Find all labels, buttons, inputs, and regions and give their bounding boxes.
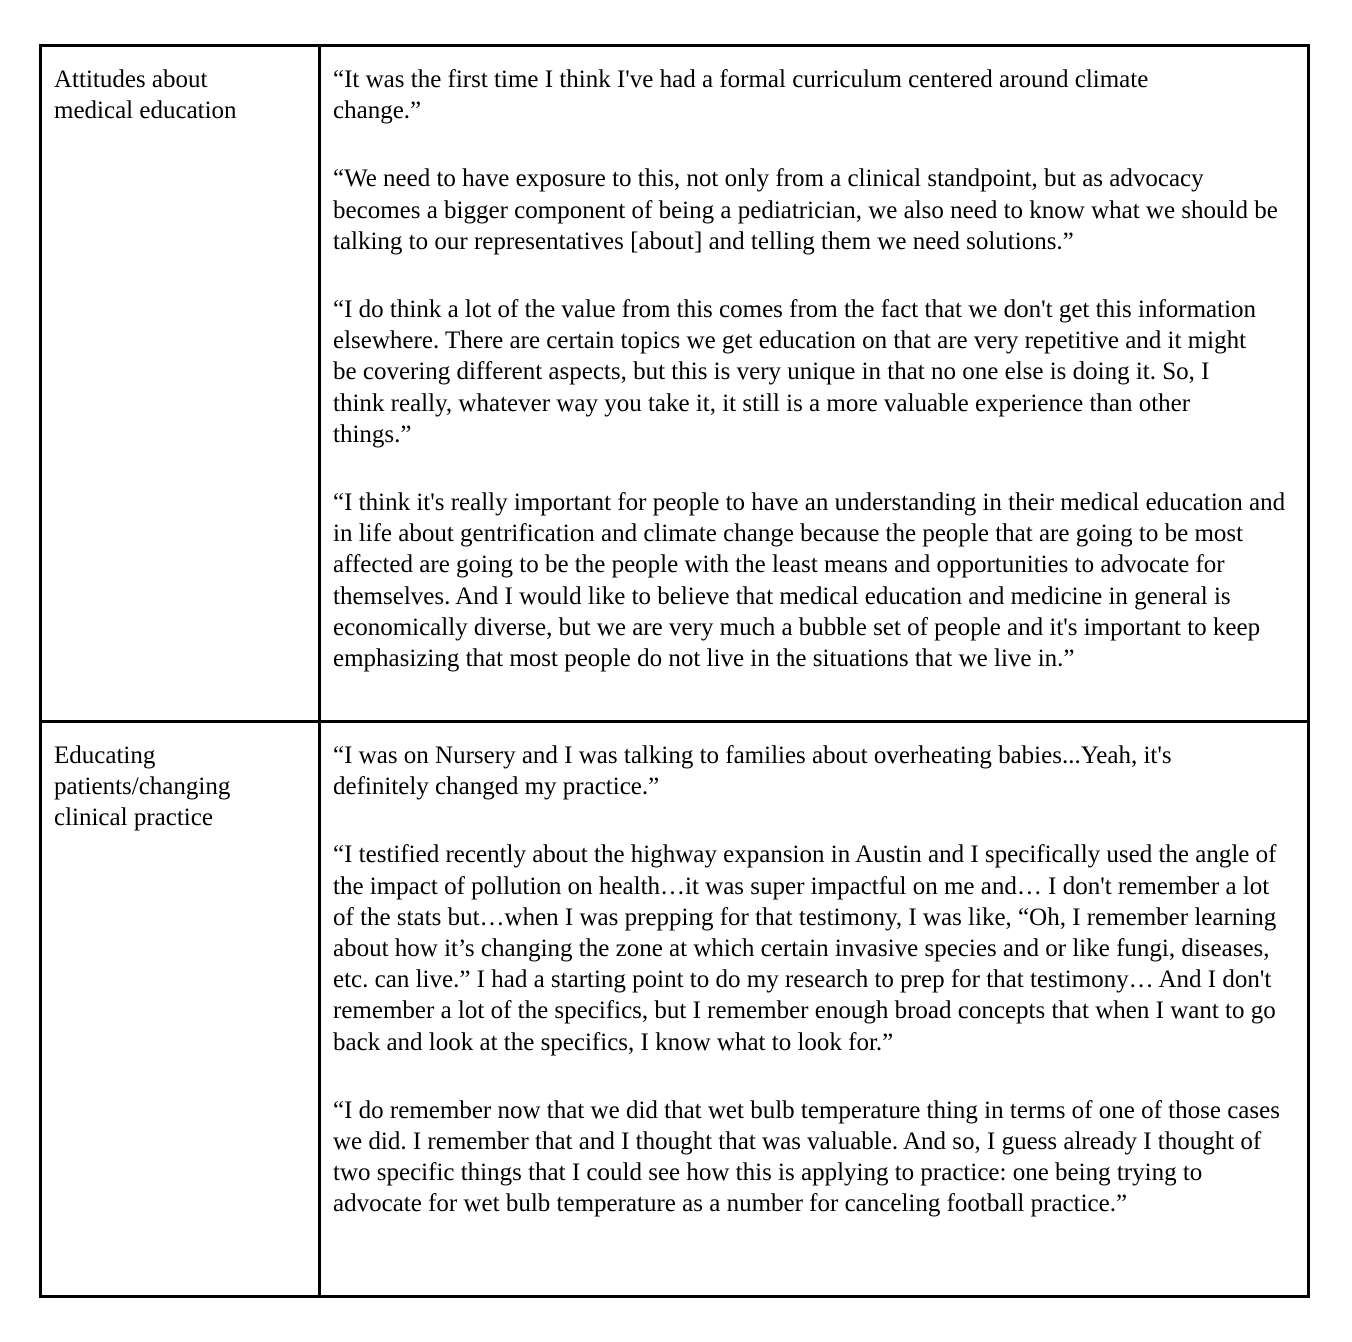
table-row [41, 46, 1309, 722]
quote-text: “I was on Nursery and I was talking to families about overheating babies...Yeah, it's definitely changed my practice.” [333, 742, 1172, 801]
theme-cell [41, 722, 320, 1297]
quote-text: “It was the first time I think I've had a formal curriculum centered around climate change.” [333, 66, 1149, 125]
quote-text: “I do think a lot of the value from this comes from the fact that we don't get this information elsewhere. There are certain topics we get education on that are very repetitive and it might be covering different aspects, but this is very unique in that no one else is doing it. So, I think really, whatever way you take it, it still is a more valuable experience than other things.” [333, 296, 1257, 448]
theme-label: Educating patients/changing clinical practice [54, 742, 231, 832]
quote-text: “I testified recently about the highway expansion in Austin and I specifically used the angle of the impact of pollution on health…it was super impactful on me and… I don't remember a lot of the stats but…when I was prepping for that testimony, I was like, “Oh, I remember learning about how it’s changing the zone at which certain invasive species and or like fungi, diseases, etc. can live.” I had a starting point to do my research to prep for that testimony… And I don't remember a lot of the specifics, but I remember enough broad concepts that when I want to go back and look at the specifics, I know what to look for.” [333, 841, 1277, 1056]
quote-text: “I think it's really important for people to have an understanding in their medical education and in life about gentrification and climate change because the people that are going to be most affected are going to be the people with the least means and opportunities to advocate for themselves. And I would like to believe that medical education and medicine in general is economically diverse, but we are very much a bubble set of people and it's important to keep emphasizing that most people do not live in the situations that we live in.” [333, 489, 1286, 673]
quotes-table [39, 44, 1310, 1298]
theme-label: Attitudes about medical education [54, 66, 237, 125]
quotes-cell [320, 46, 1309, 722]
quotes-cell [320, 722, 1309, 1297]
table-row [41, 722, 1309, 1297]
theme-cell [41, 46, 320, 722]
quote-text: “I do remember now that we did that wet bulb temperature thing in terms of one of those cases we did. I remember that and I thought that was valuable. And so, I guess already I thought of two specific things that I could see how this is applying to practice: one being trying to advocate for wet bulb temperature as a number for canceling football practice.” [333, 1096, 1280, 1218]
quote-text: “We need to have exposure to this, not only from a clinical standpoint, but as advocacy becomes a bigger component of being a pediatrician, we also need to know what we should be talking to our representatives [about] and telling them we need solutions.” [333, 165, 1278, 255]
